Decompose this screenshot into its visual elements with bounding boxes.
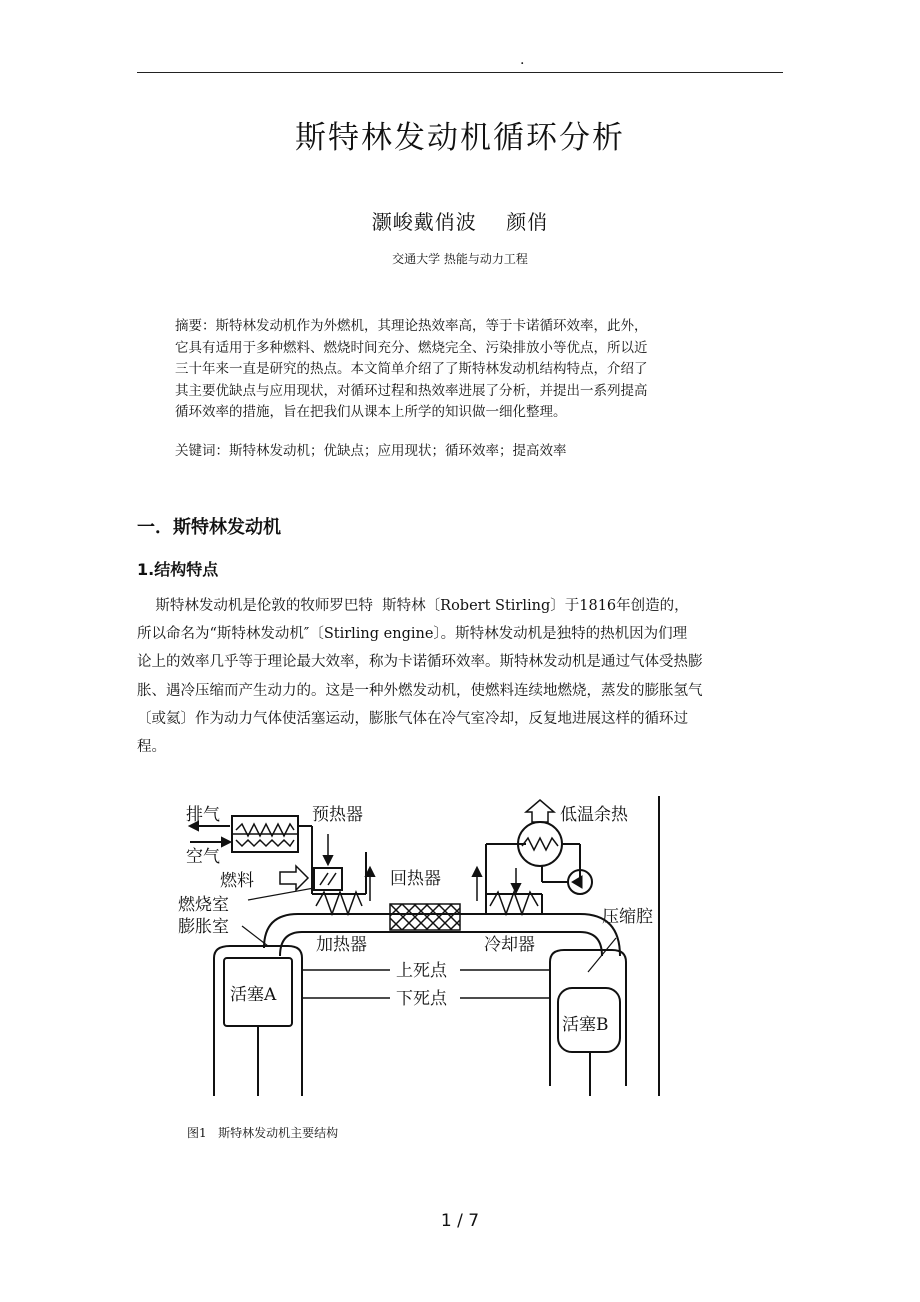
label-low-temp-heat: 低温余热 <box>560 805 628 825</box>
label-piston-a: 活塞A <box>230 985 277 1005</box>
body-line: 斯特林发动机是伦敦的牧师罗巴特 斯特林〔Robert Stirling〕于1816年创造的， <box>137 598 689 614</box>
header-mark: . <box>520 52 525 68</box>
figure-caption: 图1 斯特林发动机主要结构 <box>187 1126 339 1140</box>
label-preheater: 预热器 <box>312 805 363 825</box>
header-rule <box>137 72 783 73</box>
label-compression-chamber: 压缩腔 <box>602 907 653 927</box>
body-line: 论上的效率几乎等于理论最大效率，称为卡诺循环效率。斯特林发动机是通过气体受热膨 <box>137 654 703 671</box>
label-expansion-chamber: 膨胀室 <box>178 917 229 937</box>
keywords: 关键词：斯特林发动机；优缺点；应用现状；循环效率；提高效率 <box>175 443 567 459</box>
label-piston-b: 活塞B <box>562 1015 609 1035</box>
abstract-line: 摘要：斯特林发动机作为外燃机，其理论热效率高，等于卡诺循环效率，此外， <box>175 318 648 334</box>
body-line: 胀、遇冷压缩而产生动力的。这是一种外燃发动机，使燃料连续地燃烧，蒸发的膨胀氢气 <box>137 682 703 699</box>
body-line: 程。 <box>137 739 166 756</box>
compression-pointer <box>588 938 616 972</box>
label-regenerator: 回热器 <box>390 869 441 889</box>
label-top-dead-center: 上死点 <box>396 961 447 981</box>
body-line: 所以命名为“斯特林发动机″〔Stirling engine〕。斯特林发动机是独特的热机因为们理 <box>137 626 688 643</box>
abstract-line: 三十年来一直是研究的热点。本文简单介绍了了斯特林发动机结构特点，介绍了 <box>175 361 648 377</box>
label-exhaust: 排气 <box>186 805 220 825</box>
fuel-burner <box>314 868 342 890</box>
abstract-line: 它具有适用于多种燃料、燃烧时间充分、燃烧完全、污染排放小等优点，所以近 <box>175 339 648 356</box>
authors: 灏峻戴俏波 颜俏 <box>371 210 549 234</box>
hot-pipe-inner <box>280 932 312 956</box>
page-number: 1 / 7 <box>440 1211 480 1231</box>
cold-pipe-inner <box>580 932 602 956</box>
body-paragraph <box>137 592 787 761</box>
combustion-pointer <box>248 888 314 900</box>
regenerator-mesh <box>390 904 460 930</box>
label-bottom-dead-center: 下死点 <box>396 989 447 1009</box>
air-arrowhead <box>222 838 230 846</box>
label-cooler: 冷却器 <box>484 935 535 955</box>
abstract-line: 循环效率的措施，旨在把我们从课本上所学的知识做一细化整理。 <box>175 404 567 420</box>
stirling-engine-diagram <box>150 796 665 1101</box>
label-fuel: 燃料 <box>220 871 254 891</box>
section-heading: 一．斯特林发动机 <box>137 517 281 538</box>
affiliation: 交通大学 热能与动力工程 <box>392 252 528 266</box>
abstract-line: 其主要优缺点与应用现状，对循环过程和热效率进展了分析，并提出一系列提高 <box>175 382 648 399</box>
label-combustion-chamber: 燃烧室 <box>178 895 229 915</box>
cooler-coil <box>490 892 538 914</box>
body-line: 〔或氦〕作为动力气体使活塞运动，膨胀气体在冷气室冷却，反复地进展这样的循环过 <box>137 710 688 727</box>
fuel-arrow <box>280 866 308 890</box>
heat-out-arrow <box>526 800 554 822</box>
heater-coil <box>316 892 362 914</box>
label-air: 空气 <box>186 847 220 867</box>
label-heater: 加热器 <box>316 935 367 955</box>
paper-title: 斯特林发动机循环分析 <box>295 120 625 156</box>
expansion-pointer <box>242 926 268 946</box>
subsection-heading: 1.结构特点 <box>137 560 219 579</box>
abstract <box>175 316 750 424</box>
